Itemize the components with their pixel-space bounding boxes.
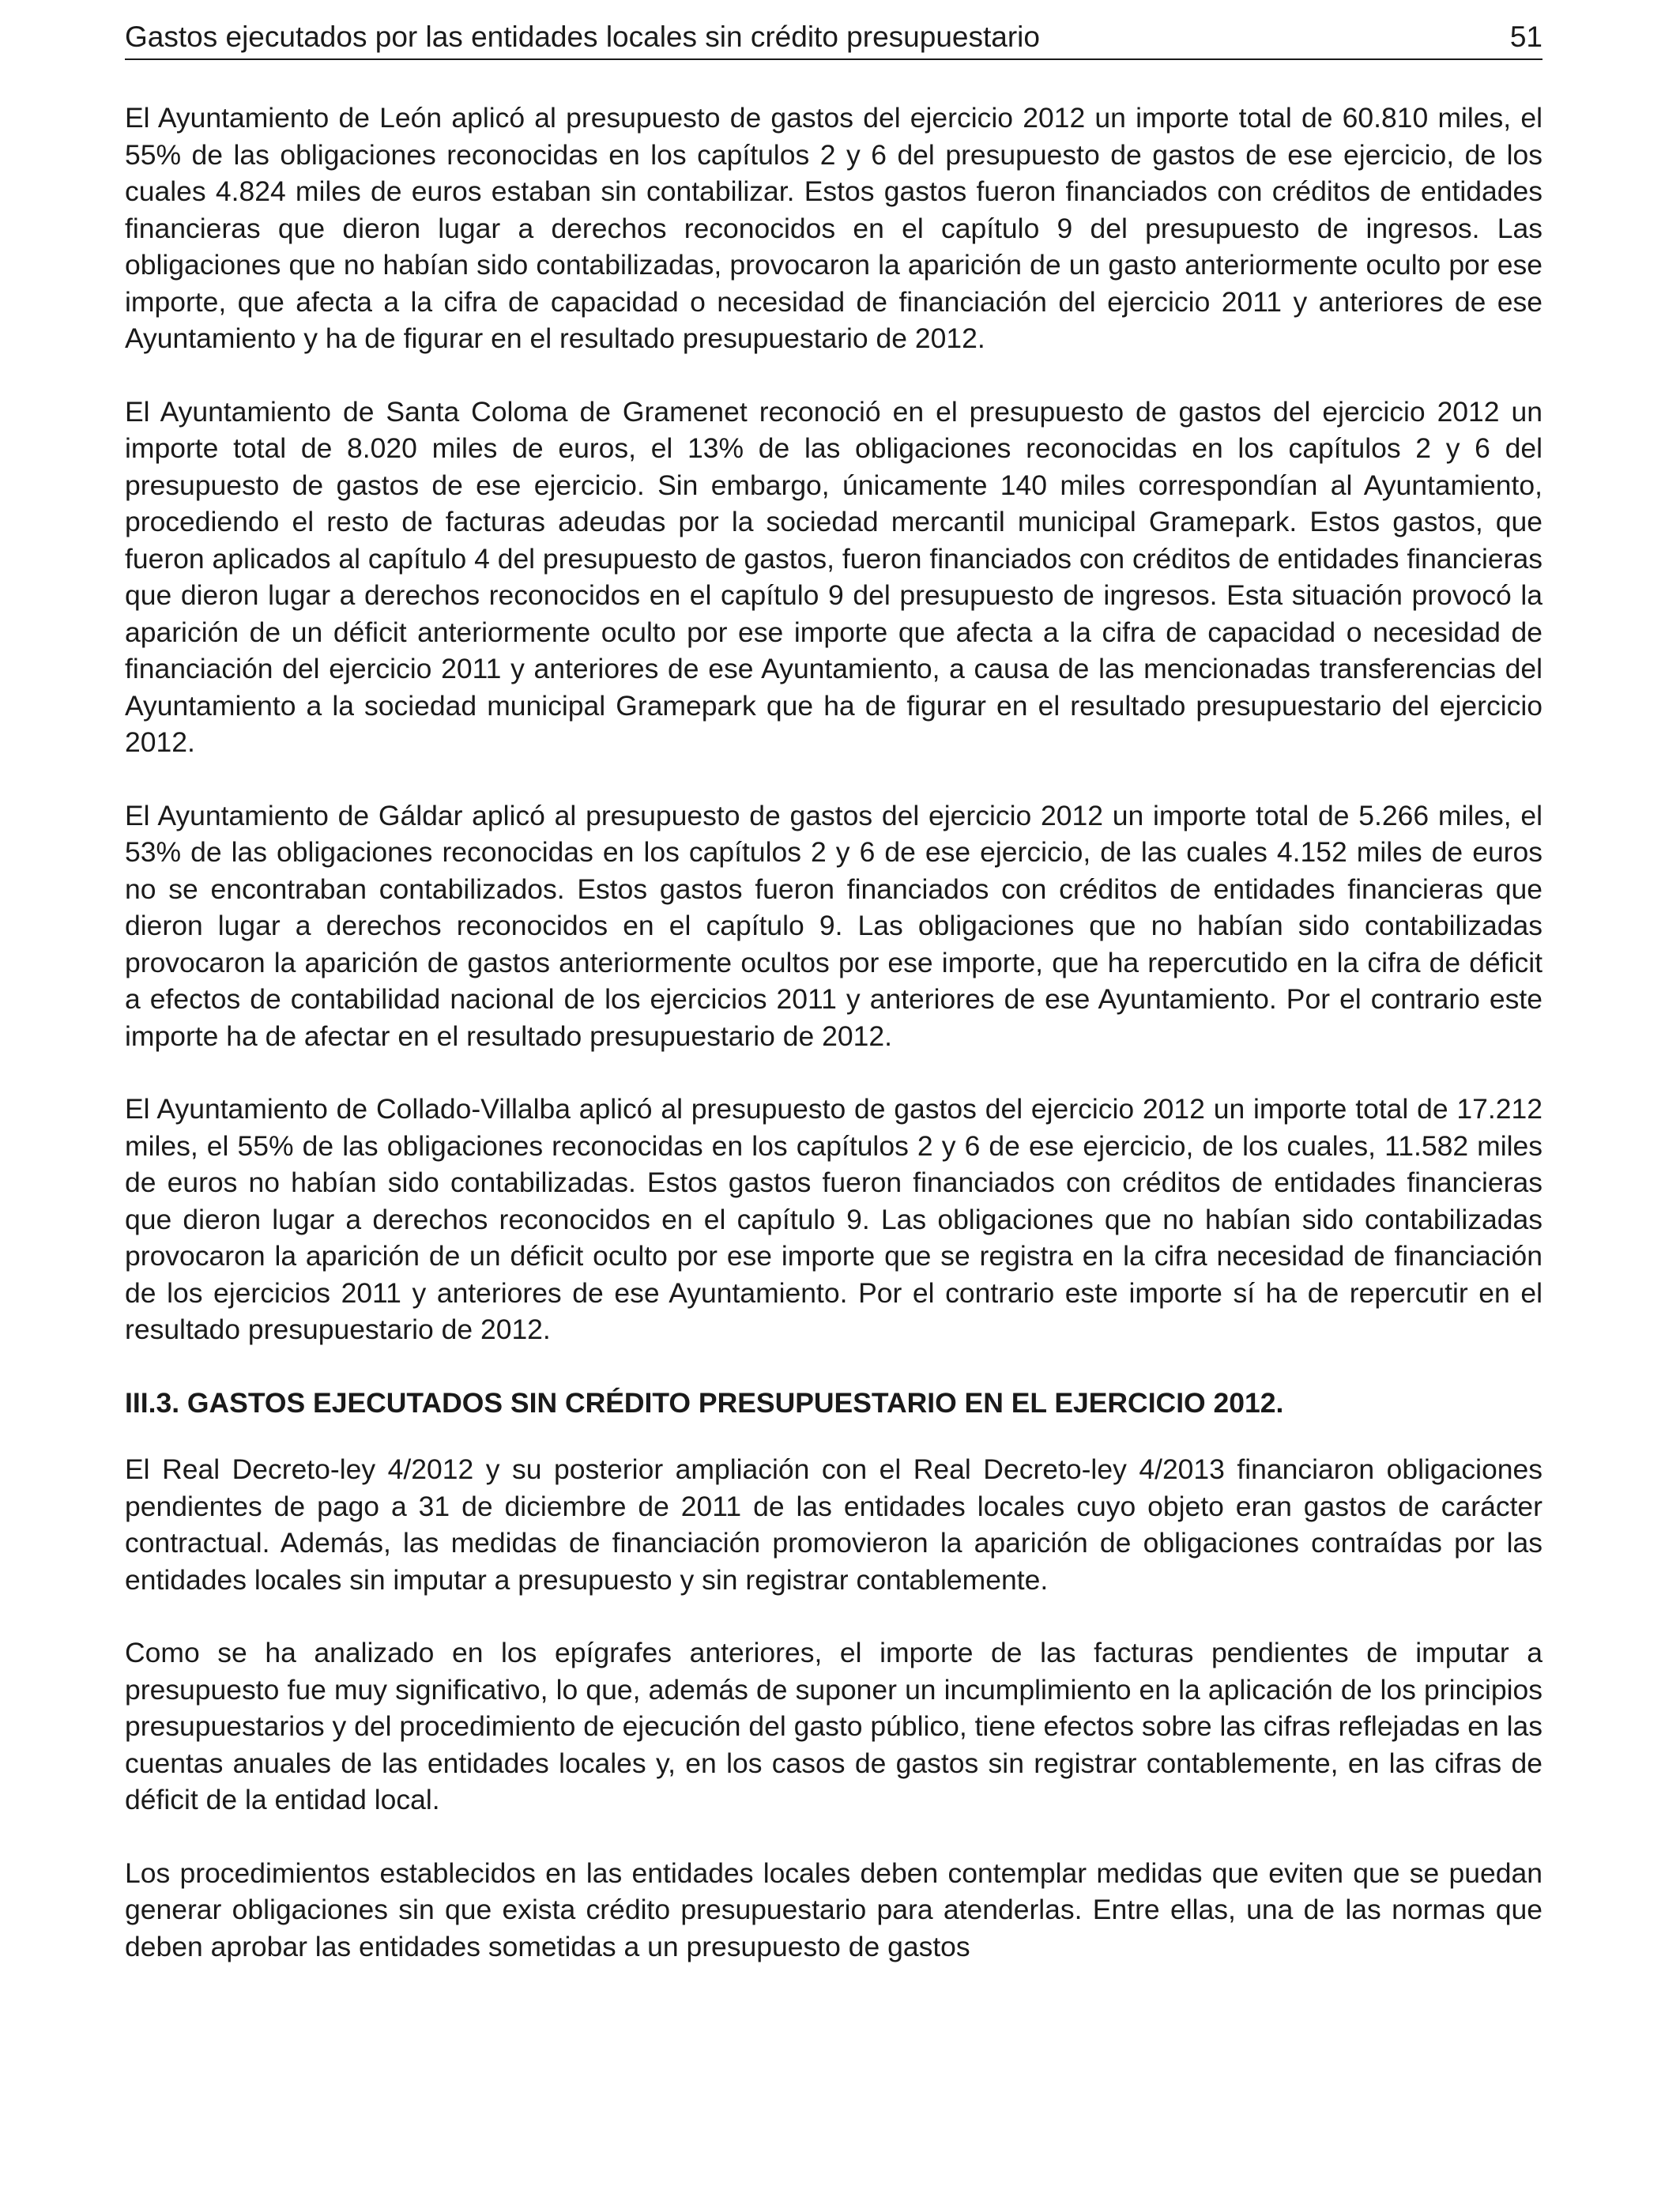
document-body [125,100,1543,1965]
page-number: 51 [1509,21,1543,53]
running-header [125,0,1543,60]
header-title: Gastos ejecutados por las entidades locales sin crédito presupuestario [125,21,1040,53]
paragraph-real-decreto: El Real Decreto-ley 4/2012 y su posterior ampliación con el Real Decreto-ley 4/2013 financiaron obligaciones pendientes de pago a 31 de diciembre de 2011 de las entidades locales cuyo objeto eran gastos de carácter contractual. Además, las medidas de financiación promovieron la aparición de obligaciones contraídas por las entidades locales sin imputar a presupuesto y sin registrar contablemente. [125,1453,1543,1596]
paragraph-collado-villalba: El Ayuntamiento de Collado-Villalba aplicó al presupuesto de gastos del ejercicio 2012 un importe total de 17.212 miles, el 55% de las obligaciones reconocidas en los capítulos 2 y 6 de ese ejercicio, de los cuales, 11.582 miles de euros no habían sido contabilizadas. Estos gastos fueron financiados con créditos de entidades financieras que dieron lugar a derechos reconocidos en el capítulo 9. Las obligaciones que no habían sido contabilizadas provocaron la aparición de un déficit oculto por ese importe que se registra en la cifra necesidad de financiación de los ejercicios 2011 y anteriores de ese Ayuntamiento. Por el contrario este importe sí ha de repercutir en el resultado presupuestario de 2012. [125,1093,1543,1345]
paragraph-galdar: El Ayuntamiento de Gáldar aplicó al presupuesto de gastos del ejercicio 2012 un importe total de 5.266 miles, el 53% de las obligaciones reconocidas en los capítulos 2 y 6 de ese ejercicio, de las cuales 4.152 miles de euros no se encontraban contabilizados. Estos gastos fueron financiados con créditos de entidades financieras que dieron lugar a derechos reconocidos en el capítulo 9. Las obligaciones que no habían sido contabilizadas provocaron la aparición de gastos anteriormente ocultos por ese importe, que ha repercutido en la cifra de déficit a efectos de contabilidad nacional de los ejercicios 2011 y anteriores de ese Ayuntamiento. Por el contrario este importe ha de afectar en el resultado presupuestario de 2012. [125,799,1543,1052]
paragraph-leon: El Ayuntamiento de León aplicó al presupuesto de gastos del ejercicio 2012 un importe total de 60.810 miles, el 55% de las obligaciones reconocidas en los capítulos 2 y 6 del presupuesto de gastos de ese ejercicio, de los cuales 4.824 miles de euros estaban sin contabilizar. Estos gastos fueron financiados con créditos de entidades financieras que dieron lugar a derechos reconocidos en el capítulo 9 del presupuesto de ingresos. Las obligaciones que no habían sido contabilizadas, provocaron la aparición de un gasto anteriormente oculto por ese importe, que afecta a la cifra de capacidad o necesidad de financiación del ejercicio 2011 y anteriores de ese Ayuntamiento y ha de figurar en el resultado presupuestario de 2012. [125,102,1543,354]
section-heading: III.3. GASTOS EJECUTADOS SIN CRÉDITO PRESUPUESTARIO EN EL EJERCICIO 2012. [125,1386,1284,1419]
paragraph-santa-coloma: El Ayuntamiento de Santa Coloma de Gramenet reconoció en el presupuesto de gastos del ejercicio 2012 un importe total de 8.020 miles de euros, el 13% de las obligaciones reconocidas en los capítulos 2 y 6 del presupuesto de gastos de ese ejercicio. Sin embargo, únicamente 140 miles correspondían al Ayuntamiento, procediendo el resto de facturas adeudas por la sociedad mercantil municipal Gramepark. Estos gastos, que fueron aplicados al capítulo 4 del presupuesto de gastos, fueron financiados con créditos de entidades financieras que dieron lugar a derechos reconocidos en el capítulo 9 del presupuesto de ingresos. Esta situación provocó la aparición de un déficit anteriormente oculto por ese importe que afecta a la cifra de capacidad o necesidad de financiación del ejercicio 2011 y anteriores de ese Ayuntamiento, a causa de las mencionadas transferencias del Ayuntamiento a la sociedad municipal Gramepark que ha de figurar en el resultado presupuestario del ejercicio 2012. [125,395,1543,758]
document-page [125,0,1543,1965]
paragraph-procedimientos: Los procedimientos establecidos en las entidades locales deben contemplar medidas que eviten que se puedan generar obligaciones sin que exista crédito presupuestario para atenderlas. Entre ellas, una de las normas que deben aprobar las entidades sometidas a un presupuesto de gastos [125,1857,1543,1962]
paragraph-analisis: Como se ha analizado en los epígrafes anteriores, el importe de las facturas pendientes de imputar a presupuesto fue muy significativo, lo que, además de suponer un incumplimiento en la aplicación de los principios presupuestarios y del procedimiento de ejecución del gasto público, tiene efectos sobre las cifras reflejadas en las cuentas anuales de las entidades locales y, en los casos de gastos sin registrar contablemente, en las cifras de déficit de la entidad local. [125,1637,1543,1815]
